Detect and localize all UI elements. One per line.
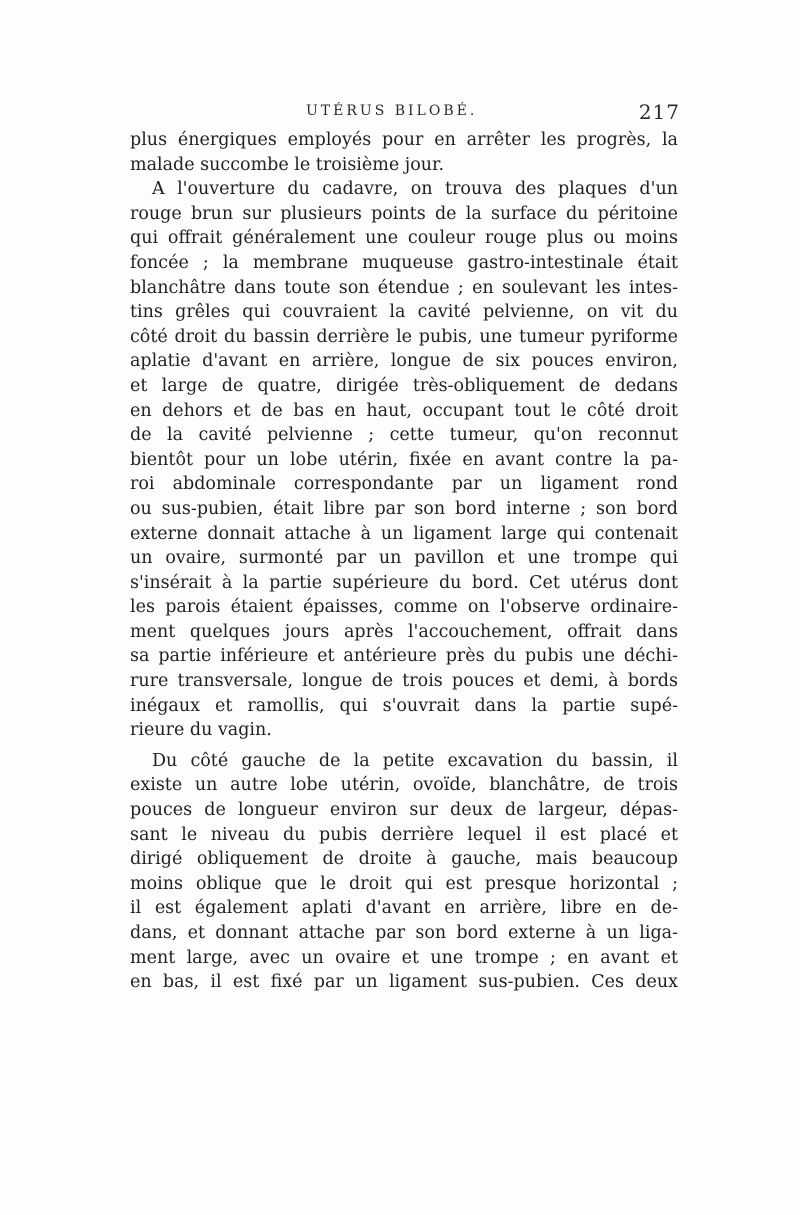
- text-line: dirigé obliquement de droite à gauche, mais beaucoup: [130, 849, 678, 870]
- text-line: rure transversale, longue de trois pouces et demi, à bords: [130, 671, 678, 692]
- text-line: pouces de longueur environ sur deux de largeur, dépas-: [130, 800, 678, 821]
- page-header: [132, 100, 680, 131]
- text-line: ou sus-pubien, était libre par son bord interne ; son bord: [130, 498, 678, 519]
- text-line: dans, et donnant attache par son bord externe à un liga-: [130, 923, 678, 943]
- text-line: existe un autre lobe utérin, ovoïde, blanchâtre, de trois: [130, 775, 678, 796]
- text-line: en dehors et de bas en haut, occupant tout le côté droit: [130, 400, 678, 421]
- text-line: de la cavité pelvienne ; cette tumeur, qu'on reconnut: [130, 425, 678, 446]
- text-line: roi abdominale correspondante par un ligament rond: [130, 474, 678, 495]
- text-line: il est également aplati d'avant en arrière, libre en de-: [130, 898, 678, 919]
- text-line: rieure du vagin.: [130, 720, 272, 741]
- body-text: [130, 128, 678, 995]
- text-line: ment large, avec un ovaire et une trompe ; en avant et: [130, 947, 678, 968]
- text-line: les parois étaient épaisses, comme on l'observe ordinaire-: [130, 597, 678, 618]
- text-line: un ovaire, surmonté par un pavillon et une trompe qui: [130, 548, 678, 569]
- text-line: et large de quatre, dirigée très-obliquement de dedans: [130, 375, 678, 396]
- text-line: A l'ouverture du cadavre, on trouva des plaques d'un: [152, 179, 678, 200]
- text-line: Du côté gauche de la petite excavation du bassin, il: [152, 750, 678, 771]
- text-line: rouge brun sur plusieurs points de la surface du péritoine: [130, 203, 678, 224]
- page-number: 217: [638, 100, 680, 124]
- text-line: malade succombe le troisième jour.: [130, 154, 445, 175]
- paragraph: [130, 128, 678, 177]
- text-line: bientôt pour un lobe utérin, fixée en avant contre la pa-: [130, 449, 678, 470]
- text-line: externe donnait attache à un ligament large qui contenait: [130, 523, 678, 544]
- text-line: s'insérait à la partie supérieure du bord. Cet utérus dont: [130, 572, 678, 593]
- text-line: plus énergiques employés pour en arrêter les progrès, la: [130, 130, 678, 150]
- text-line: qui offrait généralement une couleur rouge plus ou moins: [130, 228, 678, 249]
- text-line: côté droit du bassin derrière le pubis, une tumeur pyriforme: [130, 326, 678, 347]
- text-line: tins grêles qui couvraient la cavité pelvienne, on vit du: [130, 302, 678, 323]
- text-line: inégaux et ramollis, qui s'ouvrait dans la partie supé-: [130, 695, 678, 716]
- text-line: en bas, il est fixé par un ligament sus-pubien. Ces deux: [130, 972, 678, 993]
- text-line: sa partie inférieure et antérieure près du pubis une déchi-: [130, 646, 678, 667]
- text-line: moins oblique que le droit qui est presque horizontal ;: [130, 873, 678, 894]
- running-head: UTÉRUS BILOBÉ.: [306, 103, 478, 119]
- text-line: foncée ; la membrane muqueuse gastro-intestinale était: [130, 252, 678, 273]
- text-line: sant le niveau du pubis derrière lequel il est placé et: [130, 824, 678, 845]
- text-line: blanchâtre dans toute son étendue ; en soulevant les intes-: [130, 277, 678, 298]
- text-line: ment quelques jours après l'accouchement, offrait dans: [130, 621, 678, 642]
- paragraph: [130, 177, 678, 743]
- paragraph: [130, 749, 678, 995]
- text-line: aplatie d'avant en arrière, longue de six pouces environ,: [130, 351, 678, 372]
